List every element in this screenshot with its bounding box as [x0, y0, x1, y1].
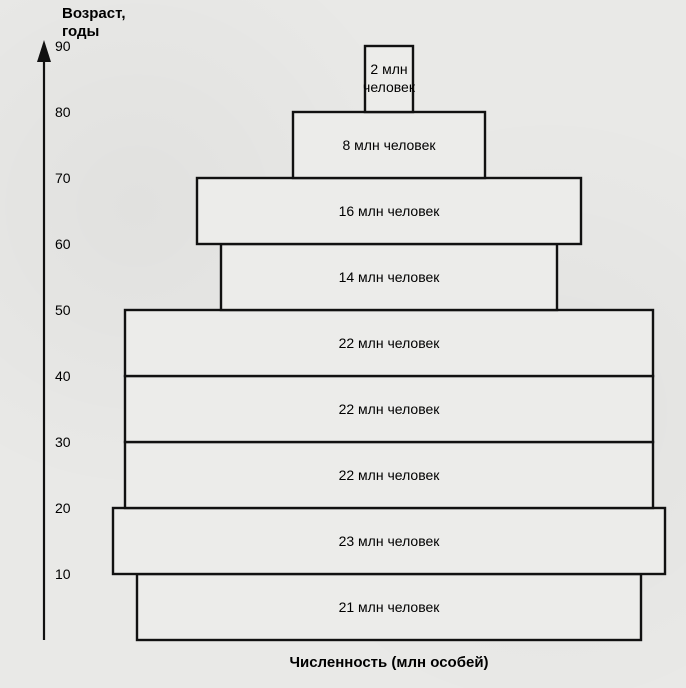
bar-label: 21 млн человек [338, 599, 440, 615]
population-bar-group [137, 574, 641, 640]
population-bar-group [197, 178, 581, 244]
population-bar-group [125, 310, 653, 376]
y-tick-label: 80 [55, 104, 71, 120]
y-tick-label: 30 [55, 434, 71, 450]
y-tick-label: 90 [55, 38, 71, 54]
population-bar-group [125, 442, 653, 508]
population-bar-group [125, 376, 653, 442]
y-tick-label: 60 [55, 236, 71, 252]
population-bar-group [221, 244, 557, 310]
x-axis-label: Численность (млн особей) [289, 654, 489, 671]
population-bars [113, 46, 665, 640]
bar-label-line: человек [363, 79, 415, 95]
bar-label: 22 млн человек [338, 335, 440, 351]
bar-label: 16 млн человек [338, 203, 440, 219]
bar-label: 8 млн человек [342, 137, 436, 153]
y-tick-label: 10 [55, 566, 71, 582]
bar-label: 14 млн человек [338, 269, 440, 285]
y-tick-label: 50 [55, 302, 71, 318]
bar-label: 22 млн человек [338, 401, 440, 417]
y-axis-label-line-2: годы [62, 23, 100, 40]
population-bar-group [293, 112, 485, 178]
bar-label-line: 2 млн [370, 61, 408, 77]
y-axis-label-line-1: Возраст, [62, 5, 126, 22]
y-tick-label: 40 [55, 368, 71, 384]
y-tick-label: 20 [55, 500, 71, 516]
population-bar-group [363, 46, 416, 112]
y-axis-arrowhead [37, 40, 51, 62]
population-bar-group [113, 508, 665, 574]
bar-label: 23 млн человек [338, 533, 440, 549]
y-tick-label: 70 [55, 170, 71, 186]
y-axis-ticks [55, 38, 71, 582]
bar-label: 22 млн человек [338, 467, 440, 483]
